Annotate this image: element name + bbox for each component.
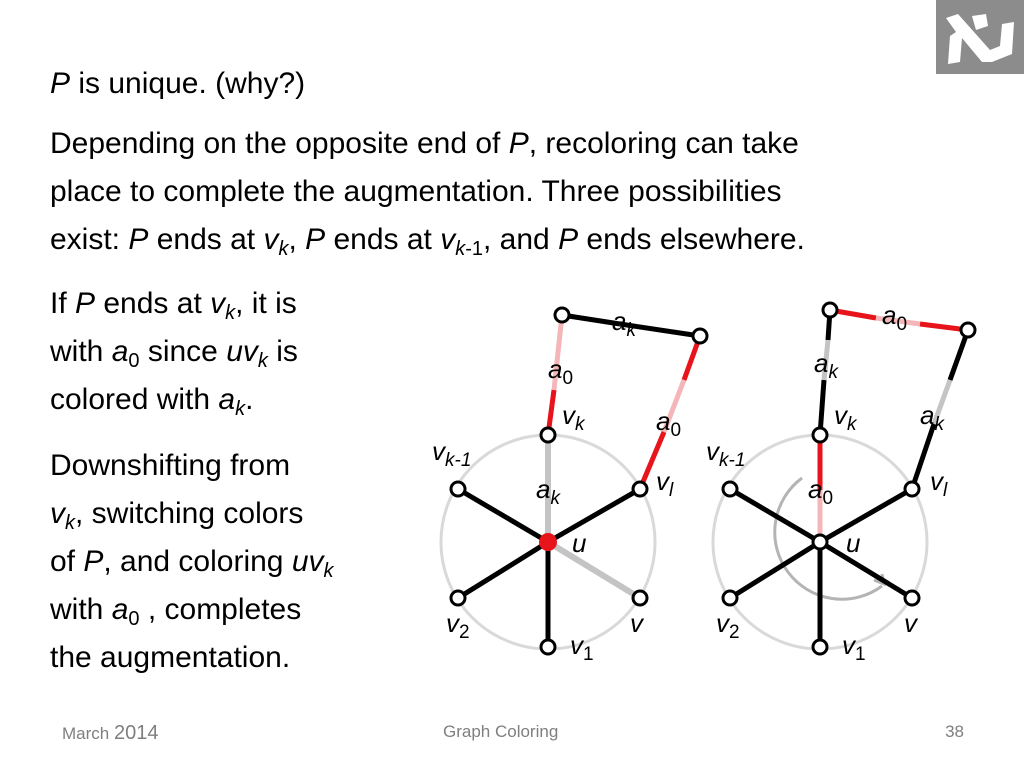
text-line: with $a_0$ , completes [50, 593, 302, 630]
label-v1: $v_1$ [842, 630, 866, 665]
label-u: u [572, 528, 587, 558]
label-v1: $v_1$ [570, 630, 594, 665]
label-ak-left: $a_k$ [814, 348, 838, 383]
footer-date: March 2014 [62, 722, 159, 744]
edge-u-v2 [458, 542, 548, 598]
label-v2: $v_2$ [716, 608, 740, 643]
edge-u-v [820, 542, 912, 598]
label-ak-spoke: $a_k$ [536, 474, 560, 509]
label-a0-right: $a_0$ [656, 406, 682, 441]
label-a0-left: $a_0$ [548, 354, 574, 389]
vertex-path-top-left [555, 308, 569, 322]
text-line: exist: P ends at $v_k$, P ends at $v_{k-1}$, and P ends elsewhere. [50, 223, 805, 260]
text-line: of P, and coloring $uv_k$ [50, 545, 334, 582]
vertex-u-red [539, 533, 557, 551]
footer-page-number: 38 [945, 722, 964, 741]
vertex-v1 [541, 640, 555, 654]
vertex-v [905, 591, 919, 605]
label-u: u [846, 528, 861, 558]
text-line: Downshifting from [50, 449, 291, 482]
label-vk: $v_k$ [834, 400, 857, 435]
label-vk: $v_k$ [562, 400, 585, 435]
vertex-path-top-right [961, 323, 975, 337]
right-graph-diagram [706, 300, 975, 665]
edge-u-v [548, 542, 640, 598]
statement-unique: P is unique. (why?) [50, 67, 306, 100]
label-ak-top: $a_k$ [612, 306, 636, 341]
vertex-vk-1 [723, 482, 737, 496]
vertex-vk [541, 428, 555, 442]
vertex-v2 [723, 591, 737, 605]
edge-u-vl [548, 489, 640, 542]
text-line: $v_k$, switching colors [50, 497, 304, 534]
vertex-vl [633, 482, 647, 496]
vertex-u [813, 535, 827, 549]
label-v: v [630, 608, 643, 638]
label-vl: $v_l$ [930, 466, 948, 501]
label-vl: $v_l$ [656, 466, 674, 501]
text-line: colored with $a_k$. [50, 383, 254, 420]
edge-u-vk-1 [458, 489, 548, 542]
vertex-vk-1 [451, 482, 465, 496]
label-ak-right: $a_k$ [920, 400, 944, 435]
vertex-path-top-right [693, 329, 707, 343]
label-vk-1: $v_{k-1}$ [706, 436, 746, 471]
vertex-vl [905, 482, 919, 496]
text-line: place to complete the augmentation. Three possibilities [50, 175, 782, 208]
footer-title: Graph Coloring [443, 722, 559, 741]
text-line: Depending on the opposite end of P, recoloring can take [50, 127, 799, 160]
label-vk-1: $v_{k-1}$ [432, 436, 472, 471]
text-line: with $a_0$ since $uv_k$ is [50, 335, 298, 372]
vertex-vk [813, 428, 827, 442]
vertex-path-top-left [823, 303, 837, 317]
label-v2: $v_2$ [446, 608, 470, 643]
vertex-v [633, 591, 647, 605]
label-v: v [904, 608, 917, 638]
text-line: If P ends at $v_k$, it is [50, 287, 297, 324]
vertex-v2 [451, 591, 465, 605]
vertex-v1 [813, 640, 827, 654]
left-graph-diagram [432, 306, 707, 665]
label-a0-top: $a_0$ [882, 300, 908, 335]
edge-u-vl [820, 489, 912, 542]
text-line: the augmentation. [50, 641, 291, 674]
label-a0-spoke: $a_0$ [808, 474, 834, 509]
